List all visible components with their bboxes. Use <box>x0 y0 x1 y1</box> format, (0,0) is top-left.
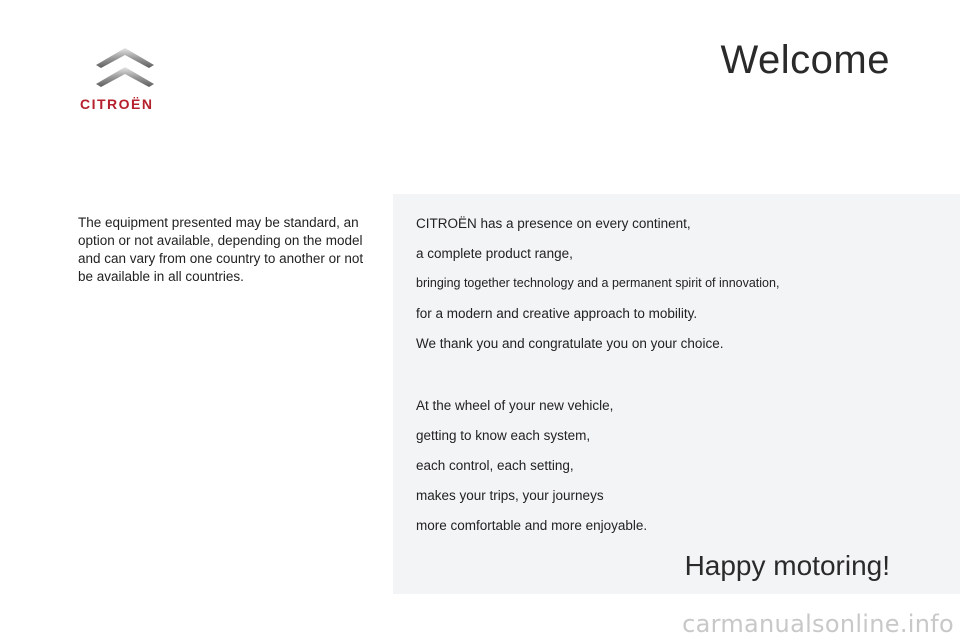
brand-wordmark: CITROËN <box>80 96 154 112</box>
welcome-line: for a modern and creative approach to mobility. <box>416 306 698 321</box>
welcome-line: We thank you and congratulate you on your choice. <box>416 336 724 351</box>
welcome-line: bringing together technology and a permanent spirit of innovation, <box>416 276 780 290</box>
welcome-line: more comfortable and more enjoyable. <box>416 518 648 533</box>
welcome-line: CITROËN has a presence on every continent, <box>416 216 691 231</box>
watermark: carmanualsonline.info <box>682 610 954 638</box>
double-chevron-icon <box>94 46 156 94</box>
welcome-line: At the wheel of your new vehicle, <box>416 398 614 413</box>
closing-greeting: Happy motoring! <box>684 550 890 581</box>
welcome-line: makes your trips, your journeys <box>416 488 604 503</box>
equipment-disclaimer: The equipment presented may be standard, an option or not available, depending on the model and can vary from one country to another or not be available in all countries. <box>78 215 364 284</box>
welcome-line: a complete product range, <box>416 246 573 261</box>
page-title: Welcome <box>720 38 890 82</box>
welcome-line: getting to know each system, <box>416 428 591 443</box>
welcome-panel <box>393 194 960 594</box>
welcome-line: each control, each setting, <box>416 458 574 473</box>
citroen-logo <box>80 46 170 116</box>
